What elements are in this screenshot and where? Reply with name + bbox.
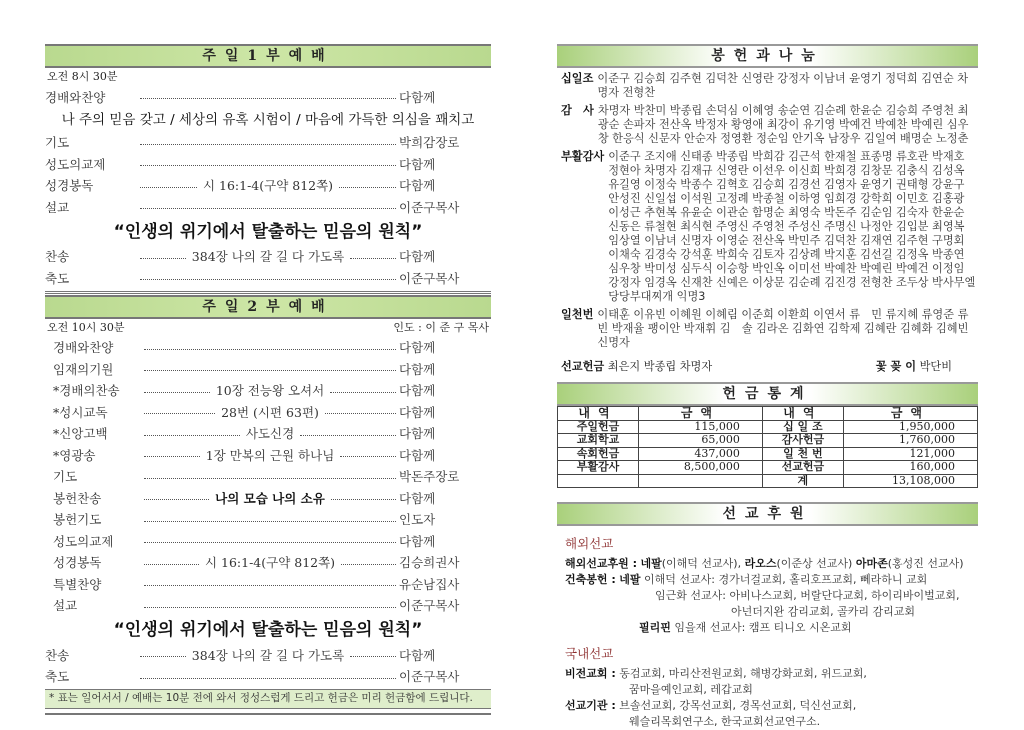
dot-leader (140, 678, 396, 679)
program-leader: 이준구목사 (399, 598, 460, 614)
dot-leader (300, 435, 396, 436)
program-leader: 다함께 (399, 404, 436, 420)
table-row (558, 461, 978, 475)
program-row (45, 466, 491, 488)
program-detail: 28번 (시편 63편) (221, 404, 319, 420)
divider (45, 713, 491, 715)
program-label: 축도 (45, 669, 70, 685)
offering-header: 봉헌과나눔 (557, 44, 978, 68)
text: 동검교회, 마리산전원교회, 해병강화교회, 위드교회, (619, 667, 867, 680)
donor-names: 이준구 김승희 김주현 김덕찬 신영란 강정자 이남녀 윤영기 정덕희 김연순 차명자 전형찬 (597, 72, 969, 99)
right-column (557, 44, 978, 730)
program-row (45, 267, 491, 289)
program-label: 성경봉독 (45, 178, 94, 194)
program-row (45, 595, 491, 617)
text: 임근화 선교사: 아비나스교회, 버랄단다교회, 하이리바이벌교회, (655, 589, 960, 602)
program-leader: 다함께 (399, 340, 436, 356)
program-row (45, 246, 491, 268)
program-label: 찬송 (45, 249, 70, 265)
amount-cell: 8,500,000 (638, 461, 762, 475)
program-leader: 다함께 (399, 249, 436, 265)
dot-leader (144, 456, 200, 457)
program-leader: 이준구목사 (399, 270, 460, 286)
program-leader: 인도자 (399, 512, 436, 528)
dot-leader (144, 370, 396, 371)
text: (홍성진 선교사) (887, 557, 964, 570)
dot-leader (340, 456, 396, 457)
dot-leader (144, 499, 209, 500)
program-row (45, 86, 491, 108)
item-cell: 주일헌금 (558, 420, 639, 434)
program-leader: 이준구목사 (399, 669, 460, 685)
offering-type: 십일조 (561, 72, 594, 85)
offering-type: 부활감사 (561, 150, 605, 163)
text: (이해덕 선교사), (661, 557, 742, 570)
dot-leader (140, 656, 186, 657)
item-cell: 부활감사 (558, 461, 639, 475)
text: 아넌더지완 감리교회, 골카리 감리교회 (731, 605, 916, 618)
dot-leader (339, 187, 396, 188)
dot-leader (140, 144, 396, 145)
program-row (45, 153, 491, 175)
dot-leader (140, 258, 186, 259)
program-row (45, 573, 491, 595)
flower-label: 꽃 꽂 이 (875, 360, 917, 373)
country: 네팔 (640, 557, 662, 570)
program-leader: 다함께 (399, 533, 436, 549)
program-row (45, 380, 491, 402)
column-header: 금액 (638, 407, 762, 421)
text: 이해덕 선교사: 경가너걸교회, 홀리호프교회, 뻬라하니 교회 (644, 573, 928, 586)
label: 선교기관 : (565, 699, 616, 712)
program-row (45, 132, 491, 154)
service1-rows-a (45, 86, 491, 108)
amount-cell: 437,000 (638, 447, 762, 461)
country: 네팔 (619, 573, 641, 586)
column-header: 내역 (558, 407, 639, 421)
program-label: 경배와찬양 (45, 89, 106, 105)
dot-leader (140, 165, 396, 166)
dot-leader (350, 258, 396, 259)
program-leader: 다함께 (399, 490, 436, 506)
label: 비전교회 : (565, 667, 616, 680)
offering-type: 일천번 (561, 308, 594, 321)
sermon-title: “인생의 위기에서 탈출하는 믿음의 원칙” (113, 620, 423, 640)
donor-names: 이준구 조지애 신태종 박종립 박희감 김근석 한재철 표종명 류호관 박재호 정현아 차명자 김재규 신영란 이선우 이신희 박희경 김창문 김충식 김성옥 유길영 이정숙 박종수 김혁호 김승희 김경선 김영자 윤영기 권태형 강윤구 안성진 신일섭 이석원 고정례 박종철 이하영 임희경 강학희 이민호 김홍광 이성근 추현복 유윤순 이관순 함명순 최영숙 박돈주 김순임 김숙자 한윤순 신동은 류철현 최식현 주영신 주영천 주성신 주명신 나정안 김입분 최영복 임상열 이남녀 신명자 이영순 전산옥 박민주 김덕찬 김재연 김주현 구명회 이채숙 김경숙 강석훈 박희숙 김토자 김상례 박지훈 김선길 김정옥 박종연 심우창 박미성 심두식 이승항 박인옥 이미선 박예찬 박예린 박예건 이정임 강정자 임경옥 신재찬 신예은 이상문 김순례 김진경 전형찬 조두상 박사무엘 당당부대찌개 익명3 (608, 150, 976, 303)
table-row (558, 474, 978, 488)
program-leader: 이준구목사 (399, 199, 460, 215)
program-label: 성경봉독 (53, 555, 102, 571)
dot-leader (341, 564, 396, 565)
program-leader: 다함께 (399, 89, 436, 105)
program-detail: 384장 나의 갈 길 다 가도록 (191, 647, 345, 663)
item-cell: 속회헌금 (558, 447, 639, 461)
item-cell: 일 천 번 (762, 447, 843, 461)
dot-leader (140, 208, 396, 209)
text: (이준상 선교사) (776, 557, 853, 570)
program-label: 찬송 (45, 647, 70, 663)
dot-leader (144, 435, 240, 436)
item-cell: 교회학교 (558, 434, 639, 448)
service2-rows-c (45, 644, 491, 687)
item-cell: 십 일 조 (762, 420, 843, 434)
offering-type: 감 사 (561, 104, 594, 117)
text: 꿈마을예인교회, 레갑교회 (629, 683, 753, 696)
program-leader: 박희감장로 (399, 135, 460, 151)
program-leader: 다함께 (399, 426, 436, 442)
amount-cell: 121,000 (843, 447, 977, 461)
table-row (558, 420, 978, 434)
program-leader: 다함께 (399, 178, 436, 194)
flower-names: 박단비 (919, 360, 952, 373)
dot-leader (144, 585, 396, 586)
program-leader: 김승희권사 (399, 555, 460, 571)
program-leader: 다함께 (399, 361, 436, 377)
offering-stats-table (557, 406, 978, 488)
program-row (45, 530, 491, 552)
hymn-lyric: 나 주의 믿음 갖고 / 세상의 유혹 시험이 / 마음에 가득한 의심을 꽤치고 (61, 111, 475, 128)
amount-cell: 160,000 (843, 461, 977, 475)
program-row (45, 358, 491, 380)
program-row (45, 509, 491, 531)
program-row (45, 666, 491, 688)
program-leader: 다함께 (399, 383, 436, 399)
program-label: 성도의교제 (53, 533, 114, 549)
offering-group (557, 150, 978, 304)
text: 임을재 선교사: 캠프 티니오 시온교회 (674, 621, 852, 634)
program-row (45, 196, 491, 218)
offering-group (557, 308, 978, 350)
dot-leader (144, 542, 396, 543)
item-cell: 계 (762, 474, 843, 488)
program-label: *신앙고백 (53, 426, 108, 442)
program-label: 설교 (53, 598, 78, 614)
program-label: 경배와찬양 (53, 340, 114, 356)
amount-cell: 115,000 (638, 420, 762, 434)
donor-names: 차명자 박찬미 박종립 손덕심 이혜영 송순연 김순례 한윤순 김승희 주영천 최광순 손파자 전산옥 박정자 황영애 최강이 유기영 박예건 박예찬 박예린 심우창 한응식 신문자 안순자 정영환 정순임 안기옥 남장우 김일여 배명순 노정춘 (597, 104, 969, 145)
program-row (45, 401, 491, 423)
amount-cell: 13,108,000 (843, 474, 977, 488)
amount-cell: 1,760,000 (843, 434, 977, 448)
service1-time: 오전 8시 30분 (47, 70, 118, 83)
program-leader: 박돈주장로 (399, 469, 460, 485)
program-label: *경배의찬송 (53, 383, 120, 399)
dot-leader (144, 413, 215, 414)
column-header: 내역 (762, 407, 843, 421)
label: 해외선교후원 : (565, 557, 637, 570)
item-cell: 감사헌금 (762, 434, 843, 448)
country: 아마존 (855, 557, 888, 570)
country: 라오스 (744, 557, 777, 570)
program-row (45, 552, 491, 574)
program-label: *영광송 (53, 447, 96, 463)
dot-leader (144, 607, 396, 608)
program-leader: 다함께 (399, 156, 436, 172)
dot-leader (350, 656, 396, 657)
offering-group (557, 72, 978, 100)
dot-leader (144, 564, 199, 565)
program-label: 특별찬양 (53, 576, 102, 592)
program-leader: 다함께 (399, 447, 436, 463)
service1-header: 주일1부예배 (45, 44, 491, 68)
program-row (45, 444, 491, 466)
program-detail: 1장 만복의 근원 하나님 (205, 447, 335, 463)
dot-leader (331, 499, 396, 500)
mission-label: 선교헌금 (561, 360, 605, 373)
program-label: 설교 (45, 199, 70, 215)
program-detail: 10장 전능왕 오셔서 (215, 383, 325, 399)
service1-rows-b (45, 132, 491, 218)
item-cell (558, 474, 639, 488)
dot-leader (144, 521, 396, 522)
program-label: 기도 (53, 469, 78, 485)
amount-cell: 1,950,000 (843, 420, 977, 434)
program-row (45, 175, 491, 197)
service-note: * 표는 일어서서 / 예배는 10분 전에 와서 정성스럽게 드리고 헌금은 미리 헌금함에 드립니다. (45, 689, 491, 709)
service2-header: 주일2부예배 (45, 295, 491, 319)
dot-leader (144, 349, 396, 350)
program-detail: 시 16:1-4(구약 812쪽) (202, 178, 334, 194)
program-row (45, 337, 491, 359)
dot-leader (140, 187, 197, 188)
offering-groups (557, 72, 978, 350)
dot-leader (325, 413, 396, 414)
program-row (45, 487, 491, 509)
program-leader: 다함께 (399, 647, 436, 663)
program-label: *성시교독 (53, 404, 108, 420)
stats-header: 헌금통계 (557, 382, 978, 406)
amount-cell (638, 474, 762, 488)
amount-cell: 65,000 (638, 434, 762, 448)
dot-leader (140, 98, 396, 99)
service2-rows-a (45, 337, 491, 617)
program-detail: 나의 모습 나의 소유 (215, 490, 325, 506)
program-detail: 384장 나의 갈 길 다 가도록 (191, 249, 345, 265)
table-row (558, 434, 978, 448)
program-label: 봉헌기도 (53, 512, 102, 528)
dot-leader (144, 478, 396, 479)
column-header: 금액 (843, 407, 977, 421)
label: 건축봉헌 : (565, 573, 616, 586)
program-row (45, 644, 491, 666)
dot-leader (140, 279, 396, 280)
program-row (45, 423, 491, 445)
country: 필리핀 (639, 621, 671, 634)
overseas-heading: 해외선교 (565, 536, 614, 551)
sermon-title: “인생의 위기에서 탈출하는 믿음의 원칙” (113, 221, 423, 242)
offering-group (557, 104, 978, 146)
service2-leader: 인도 : 이 준 구 목사 (393, 320, 489, 334)
text: 브솔선교회, 강목선교회, 경목선교회, 덕신선교회, (619, 699, 857, 712)
service1-rows-c (45, 246, 491, 289)
program-detail: 시 16:1-4(구약 812쪽) (204, 555, 336, 571)
service2-time: 오전 10시 30분 (47, 320, 125, 334)
dot-leader (144, 392, 210, 393)
left-column (45, 44, 491, 715)
program-label: 임재의기원 (53, 361, 114, 377)
table-row (558, 447, 978, 461)
missions-header: 선교후원 (557, 502, 978, 526)
mission-names: 최은지 박종립 차명자 (607, 360, 713, 373)
program-label: 기도 (45, 135, 70, 151)
dot-leader (330, 392, 396, 393)
program-label: 봉헌찬송 (53, 490, 102, 506)
program-label: 축도 (45, 270, 70, 286)
program-detail: 사도신경 (245, 426, 295, 442)
text: 웨슬리목회연구소, 한국교회선교연구소. (629, 715, 821, 728)
donor-names: 이태훈 이유빈 이혜원 이혜림 이준희 이환희 이연서 류 민 류지혜 류영준 류 빈 박재율 팽이안 박재휘 김 솔 김라온 김화연 김학제 김혜란 김혜화 김혜빈 신명자 (597, 308, 980, 349)
program-leader: 유순남집사 (399, 576, 460, 592)
program-label: 성도의교제 (45, 156, 106, 172)
item-cell: 선교헌금 (762, 461, 843, 475)
domestic-heading: 국내선교 (565, 646, 614, 661)
